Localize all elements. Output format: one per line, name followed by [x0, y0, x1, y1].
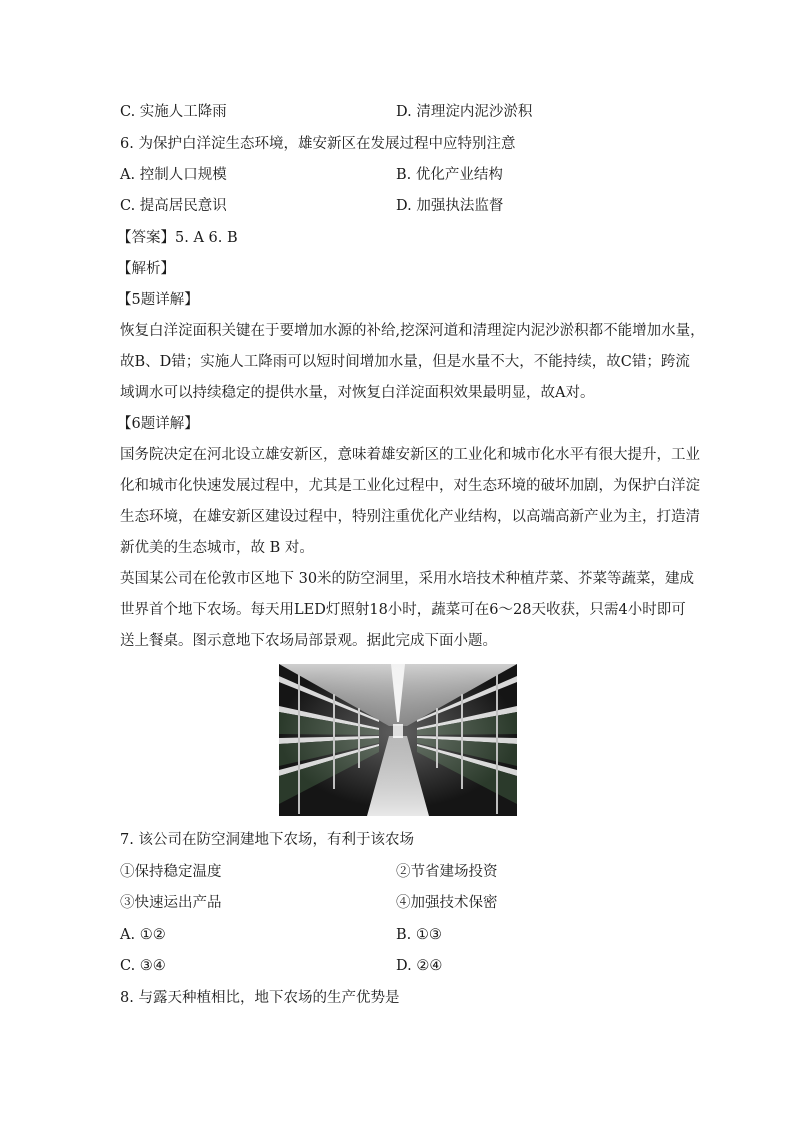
- q6-stem: 6. 为保护白洋淀生态环境，雄安新区在发展过程中应特别注意: [120, 136, 516, 152]
- q5-option-d: D. 清理淀内泥沙淤积: [396, 104, 533, 120]
- q7-option-b: B. ①③: [396, 927, 442, 943]
- q7-stem: 7. 该公司在防空洞建地下农场，有利于该农场: [120, 832, 414, 848]
- q6-detail-line: 新优美的生态城市，故 B 对。: [120, 540, 314, 556]
- material-line: 世界首个地下农场。每天用LED灯照射18小时，蔬菜可在6～28天收获，只需4小时即可: [120, 602, 686, 618]
- q7-option-d: D. ②④: [396, 958, 443, 974]
- q5-detail-text: [120, 316, 705, 409]
- q7-statement-2: ②节省建场投资: [396, 864, 498, 880]
- material-text: [120, 564, 695, 657]
- q6-option-d: D. 加强执法监督: [396, 198, 504, 214]
- material-line: 送上餐桌。图示意地下农场局部景观。据此完成下面小题。: [120, 633, 497, 649]
- answer-line: 【答案】5. A 6. B: [117, 230, 238, 246]
- q6-detail-line: 国务院决定在河北设立雄安新区，意味着雄安新区的工业化和城市化水平有很大提升，工业: [120, 447, 700, 463]
- q5-detail-heading: 【5题详解】: [117, 292, 199, 308]
- q5-detail-line: 域调水可以持续稳定的提供水量，对恢复白洋淀面积效果最明显，故A对。: [120, 385, 595, 401]
- q6-option-a: A. 控制人口规模: [120, 167, 227, 183]
- q5-option-c: C. 实施人工降雨: [120, 104, 227, 120]
- analysis-heading: 【解析】: [117, 261, 175, 277]
- q7-option-c: C. ③④: [120, 958, 166, 974]
- q6-detail-line: 化和城市化快速发展过程中，尤其是工业化过程中，对生态环境的破坏加剧，为保护白洋淀: [120, 478, 700, 494]
- material-line: 英国某公司在伦敦市区地下 30米的防空洞里，采用水培技术种植芹菜、芥菜等蔬菜，建成: [120, 571, 695, 587]
- q7-statement-1: ①保持稳定温度: [120, 864, 222, 880]
- q7-option-a: A. ①②: [120, 927, 166, 943]
- q6-detail-heading: 【6题详解】: [117, 416, 199, 432]
- underground-farm-photo: [279, 664, 517, 816]
- q6-detail-text: [120, 440, 700, 564]
- q6-option-b: B. 优化产业结构: [396, 167, 503, 183]
- q5-detail-line: 恢复白洋淀面积关键在于要增加水源的补给,挖深河道和清理淀内泥沙淤积都不能增加水量，: [120, 323, 705, 339]
- q6-option-c: C. 提高居民意识: [120, 198, 227, 214]
- q8-stem: 8. 与露天种植相比，地下农场的生产优势是: [120, 990, 400, 1006]
- q5-detail-line: 故B、D错；实施人工降雨可以短时间增加水量，但是水量不大，不能持续，故C错；跨流: [120, 354, 690, 370]
- q6-detail-line: 生态环境，在雄安新区建设过程中，特别注重优化产业结构，以高端高新产业为主，打造清: [120, 509, 700, 525]
- q7-statement-3: ③快速运出产品: [120, 895, 222, 911]
- q7-statement-4: ④加强技术保密: [396, 895, 498, 911]
